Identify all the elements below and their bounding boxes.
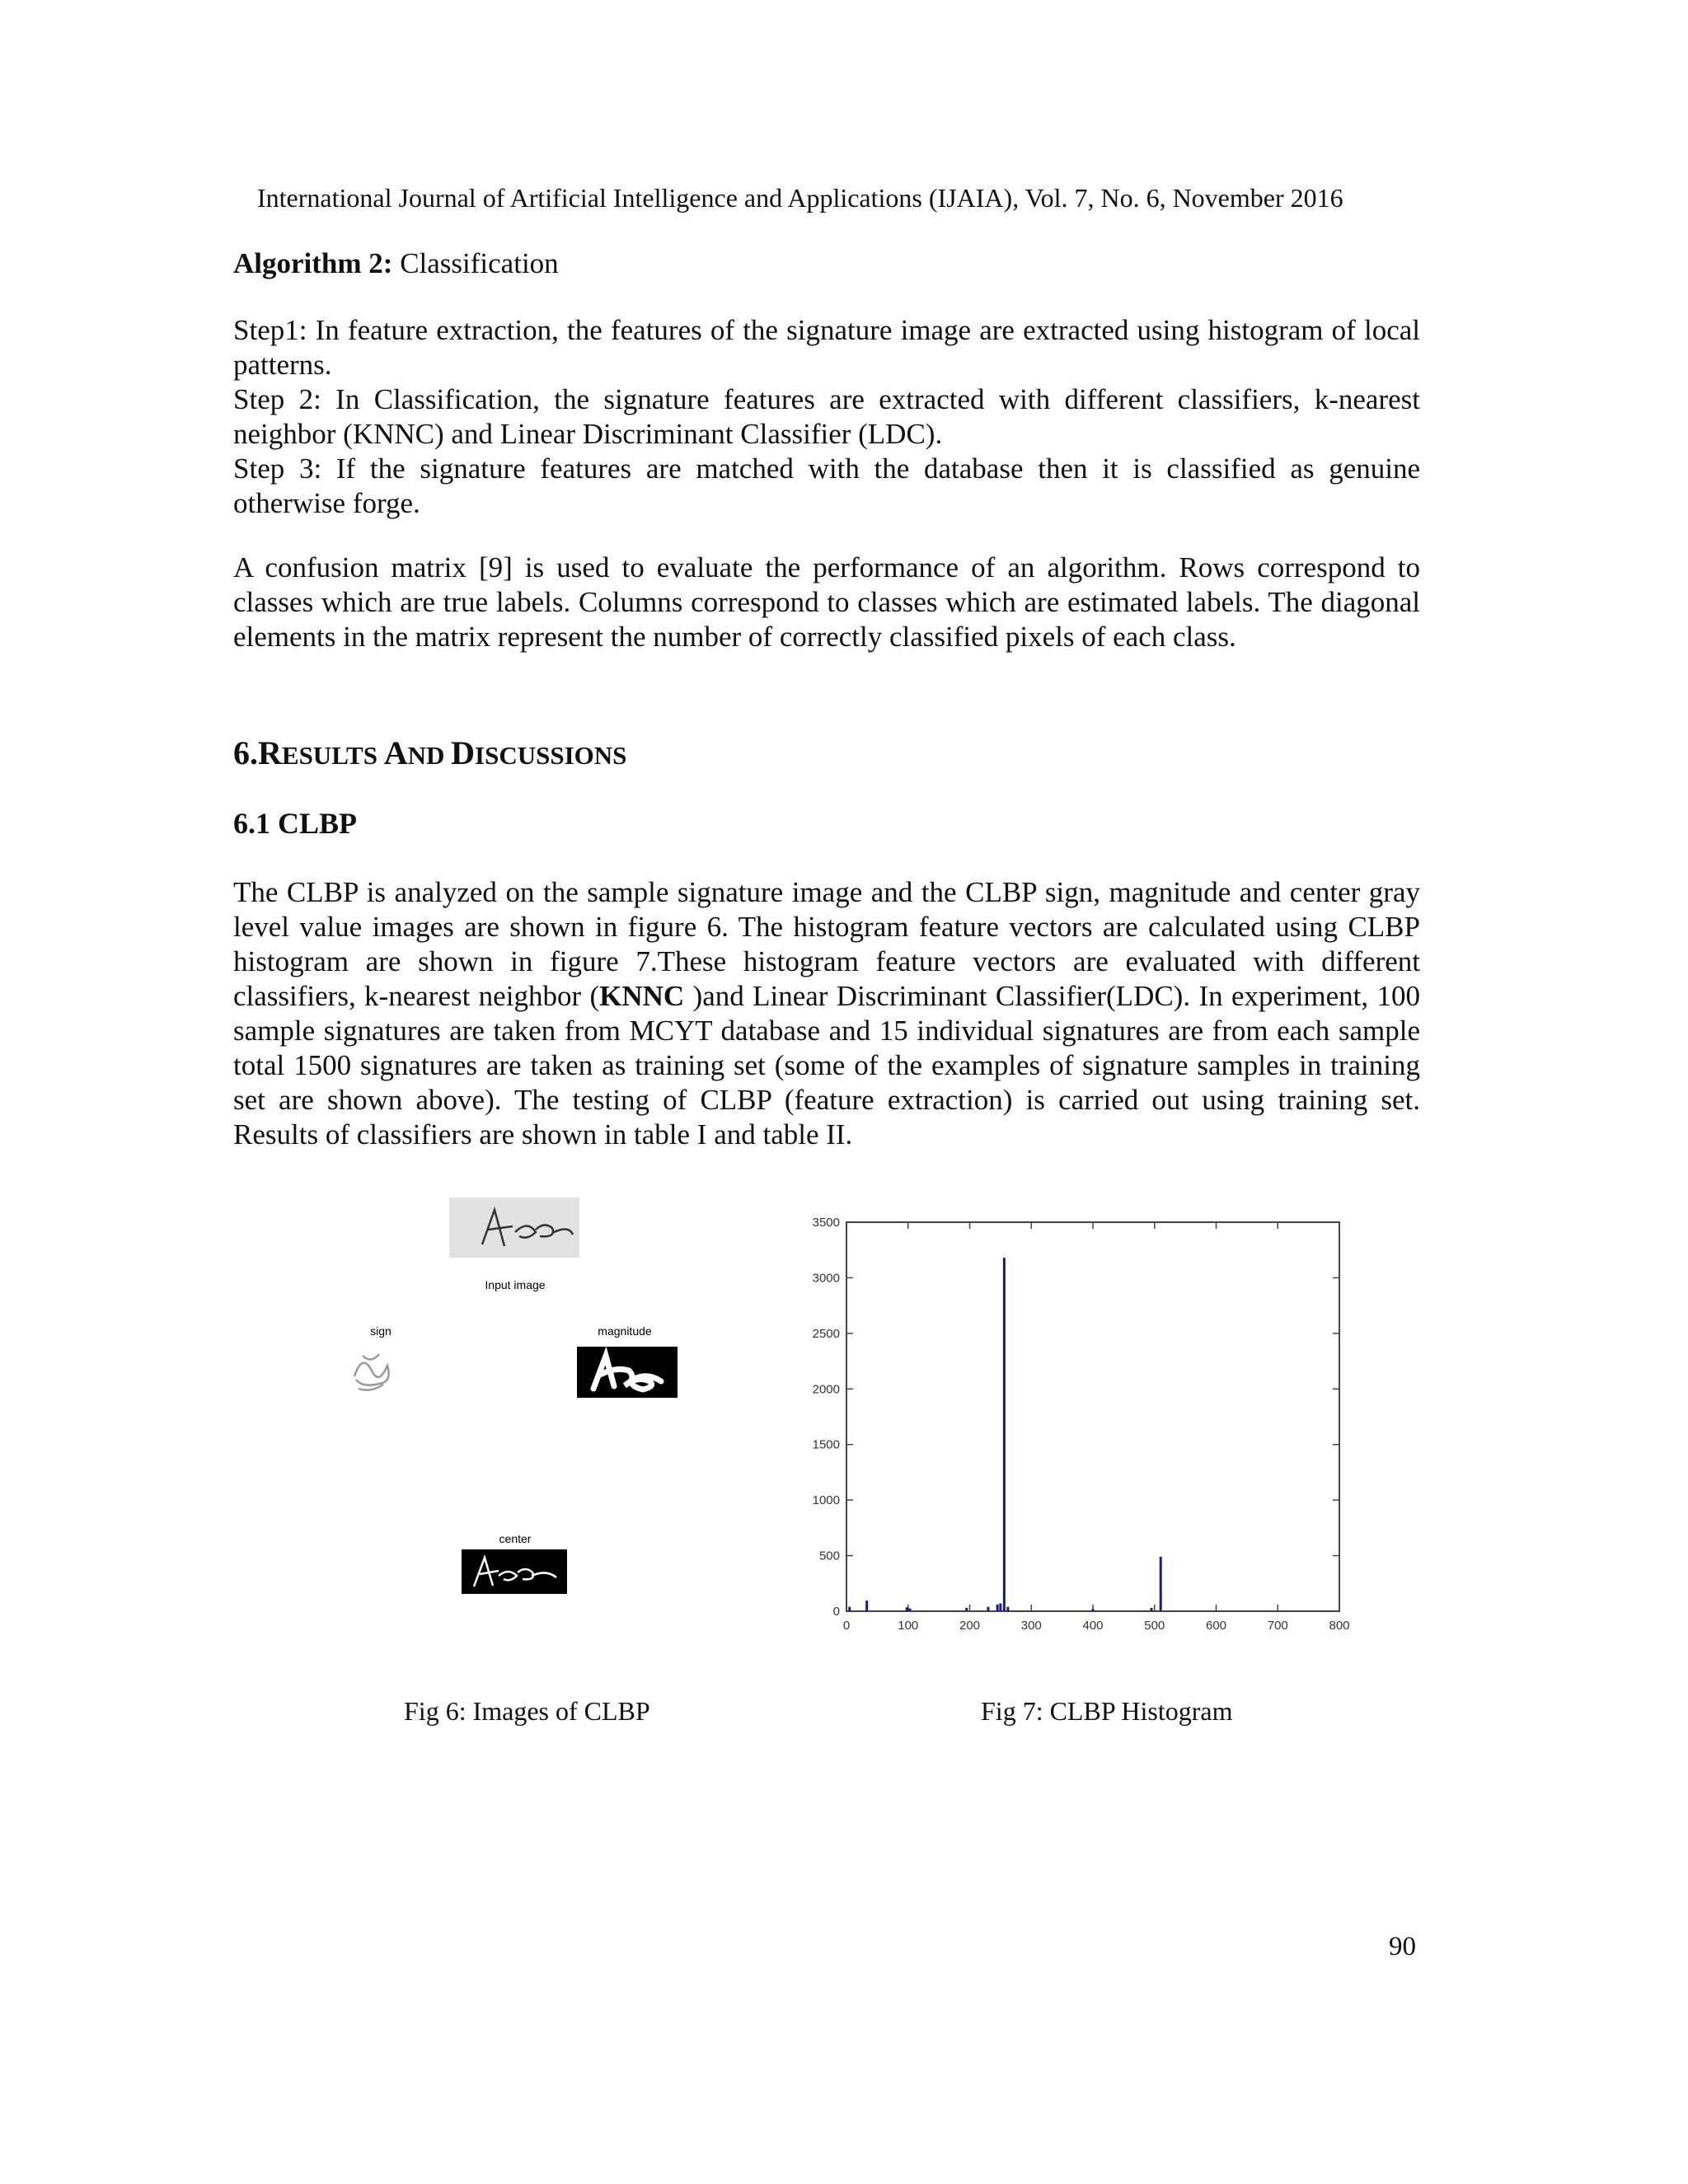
histogram-bar-11 [1151, 1608, 1153, 1611]
sign-image-stroke [354, 1354, 389, 1390]
histogram-bar-4 [965, 1608, 968, 1611]
x-tick-label-3: 300 [1020, 1619, 1042, 1633]
algorithm-step-1: Step1: In feature extraction, the features of the signature image are extracted using histogram of local patterns. [233, 314, 1420, 381]
knnc-bold: KNNC [599, 980, 685, 1012]
histogram-bar-5 [987, 1607, 989, 1611]
y-tick-label-7: 3500 [812, 1216, 840, 1230]
y-tick-label-0: 0 [832, 1605, 840, 1619]
algorithm-steps [233, 313, 1420, 521]
y-tick-label-6: 3000 [812, 1271, 840, 1286]
figure-7 [791, 1212, 1368, 1661]
y-tick-label-2: 1000 [812, 1493, 840, 1508]
clbp-paragraph: The CLBP is analyzed on the sample signature image and the CLBP sign, magnitude and center gray level value images are shown in figure 6. The histogram feature vectors are calculated using CLBP histogram are shown in figure 7.These histogram feature vectors are evaluated with different classifiers, k-nearest neighbor (KNNC )and Linear Discriminant Classifier(LDC). In experiment, 100 sample signatures are taken from MCYT database and 15 individual signatures are from each sample total 1500 signatures are taken as training set (some of the examples of signature samples in training set are shown above). The testing of CLBP (feature extraction) is carried out using training set. Results of classifiers are shown in table I and table II. [233, 876, 1421, 1151]
x-tick-label-8: 800 [1329, 1619, 1350, 1633]
y-tick-label-3: 1500 [812, 1437, 840, 1452]
plot-frame [846, 1222, 1339, 1611]
histogram-bar-0 [848, 1607, 851, 1611]
input-image-panel [449, 1197, 579, 1258]
histogram-bar-8 [1003, 1258, 1006, 1611]
confusion-matrix-paragraph: A confusion matrix [9] is used to evaluate the performance of an algorithm. Rows correspond to classes which are true labels. Columns correspond to classes which are estimated labels. The diagonal elements in the matrix represent the number of correctly classified pixels of each class. [233, 551, 1420, 653]
journal-header: International Journal of Artificial Intelligence and Applications (IJAIA), Vol. 7, No. 6, November 2016 [257, 183, 1343, 213]
algorithm-name: Classification [400, 247, 559, 279]
section-heading: 6.RESULTS AND DISCUSSIONS [233, 734, 627, 771]
x-tick-label-7: 700 [1267, 1619, 1288, 1633]
x-tick-label-4: 400 [1082, 1619, 1104, 1633]
x-tick-label-6: 600 [1205, 1619, 1227, 1633]
histogram-bar-9 [1006, 1607, 1009, 1611]
x-tick-label-2: 200 [959, 1619, 981, 1633]
algorithm-step-2: Step 2: In Classification, the signature features are extracted with different classifiers, k-nearest neighbor (KNNC) and Linear Discriminant Classifier (LDC). [233, 383, 1420, 450]
y-tick-label-4: 2000 [812, 1382, 840, 1397]
center-image-panel [462, 1549, 567, 1594]
magnitude-label: magnitude [598, 1324, 652, 1338]
algorithm-step-3: Step 3: If the signature features are matched with the database then it is classified as genuine otherwise forge. [233, 452, 1420, 519]
x-tick-label-0: 0 [842, 1619, 851, 1633]
figure-6-images [330, 1187, 742, 1615]
histogram-bar-2 [906, 1607, 908, 1611]
figure-7-caption: Fig 7: CLBP Histogram [981, 1696, 1233, 1726]
figure-6-caption: Fig 6: Images of CLBP [404, 1696, 650, 1726]
histogram-bar-1 [865, 1601, 868, 1611]
center-label: center [499, 1532, 532, 1545]
subsection-heading: 6.1 CLBP [233, 807, 358, 840]
histogram-bar-10 [1092, 1609, 1095, 1611]
y-tick-label-5: 2500 [812, 1326, 840, 1341]
histogram-bar-3 [908, 1609, 911, 1611]
clbp-histogram-chart [791, 1212, 1368, 1657]
histogram-bar-7 [999, 1604, 1001, 1611]
page-number: 90 [1389, 1932, 1416, 1961]
y-tick-label-1: 500 [818, 1549, 840, 1563]
histogram-bar-12 [1160, 1557, 1162, 1611]
x-tick-label-1: 100 [898, 1619, 919, 1633]
x-tick-label-5: 500 [1144, 1619, 1165, 1633]
histogram-bar-6 [996, 1605, 999, 1611]
figure-6 [330, 1187, 742, 1615]
sign-label: sign [370, 1324, 392, 1338]
algorithm-title [233, 247, 559, 280]
input-image-label: Input image [485, 1278, 546, 1291]
algorithm-label: Algorithm 2: [233, 247, 393, 279]
